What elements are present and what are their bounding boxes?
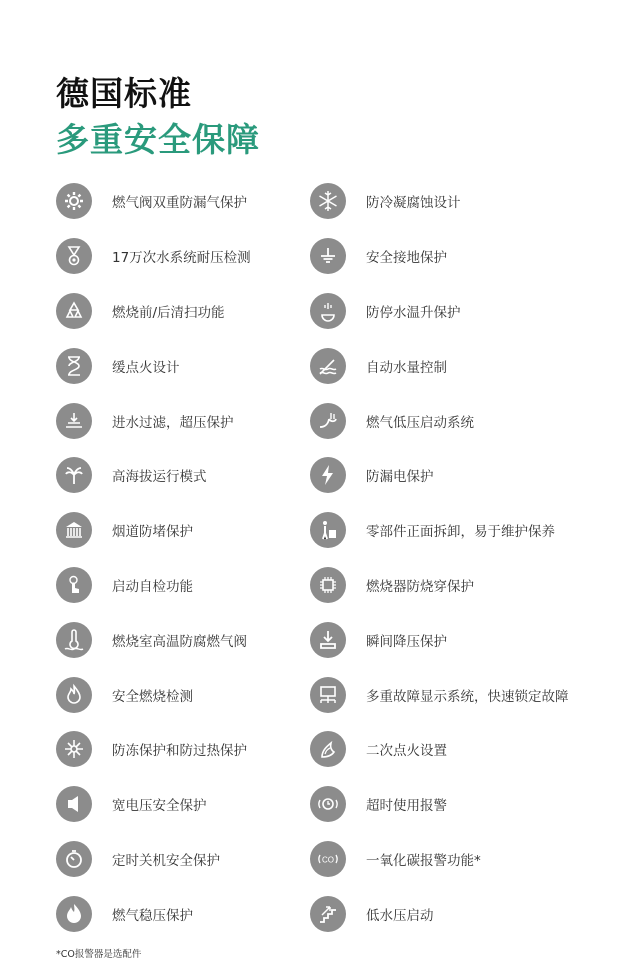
feature-item [310, 348, 610, 384]
feature-row [56, 448, 616, 503]
feature-item [310, 567, 610, 603]
feature-row [56, 558, 616, 613]
feature-label: 自动水量控制 [366, 359, 447, 376]
thermometer-icon [56, 622, 92, 658]
feature-item [310, 238, 610, 274]
palm-tree-icon [56, 457, 92, 493]
feature-row [56, 503, 616, 558]
ground-icon [310, 238, 346, 274]
feature-item [310, 731, 610, 767]
feature-item [310, 622, 610, 658]
feature-item [56, 238, 310, 274]
fire-icon [56, 896, 92, 932]
feature-label: 燃烧室高温防腐燃气阀 [112, 633, 247, 650]
recycle-icon [56, 293, 92, 329]
feature-item [56, 293, 310, 329]
water-filter-icon [56, 403, 92, 439]
feature-item [310, 403, 610, 439]
ignition-icon [310, 731, 346, 767]
feature-label: 零部件正面拆卸，易于维护保养 [366, 524, 555, 541]
feature-item [56, 348, 310, 384]
feature-row [56, 393, 616, 448]
feature-item [56, 512, 310, 548]
feature-item [310, 896, 610, 932]
gear-icon [56, 183, 92, 219]
snow-sun-icon [56, 731, 92, 767]
co-icon [310, 841, 346, 877]
feature-label: 宽电压安全保护 [112, 798, 207, 815]
feature-item [56, 896, 310, 932]
feature-label: 高海拔运行模式 [112, 469, 207, 486]
stairs-icon [310, 896, 346, 932]
feature-label: 一氧化碳报警功能* [366, 852, 481, 869]
feature-item [310, 293, 610, 329]
building-icon [56, 512, 92, 548]
svg-text:CO: CO [322, 855, 334, 865]
voltage-icon [56, 786, 92, 822]
feature-row [56, 284, 616, 339]
feature-label: 低水压启动 [366, 907, 434, 924]
feature-item [56, 841, 310, 877]
feature-label: 安全接地保护 [366, 250, 447, 267]
page-subtitle: 多重安全保障 [56, 120, 260, 159]
feature-row [56, 338, 616, 393]
water-level-icon [310, 348, 346, 384]
chip-icon [310, 567, 346, 603]
feature-label: 进水过滤，超压保护 [112, 414, 234, 431]
feature-item [310, 512, 610, 548]
feature-row [56, 667, 616, 722]
feature-row [56, 229, 616, 284]
feature-item [310, 677, 610, 713]
feature-label: 定时关机安全保护 [112, 852, 220, 869]
feature-label: 瞬间降压保护 [366, 633, 447, 650]
hand-touch-icon [56, 567, 92, 603]
feature-label: 燃气低压启动系统 [366, 414, 474, 431]
feature-item [310, 841, 610, 877]
network-icon [310, 677, 346, 713]
timer-icon [56, 841, 92, 877]
feature-label: 燃烧前/后清扫功能 [112, 304, 225, 321]
feature-label: 防停水温升保护 [366, 304, 461, 321]
feature-item [56, 786, 310, 822]
feature-label: 缓点火设计 [112, 359, 180, 376]
feature-label: 多重故障显示系统，快速锁定故障 [366, 688, 569, 705]
feature-item [56, 677, 310, 713]
maintenance-icon [310, 512, 346, 548]
feature-item [56, 567, 310, 603]
feature-label: 二次点火设置 [366, 743, 447, 760]
pressure-drop-icon [310, 622, 346, 658]
feature-grid [56, 174, 616, 941]
feature-item [56, 457, 310, 493]
feature-item [56, 183, 310, 219]
footnote: *CO报警器是选配件 [56, 949, 142, 960]
feature-item [310, 457, 610, 493]
feature-label: 防冻保护和防过热保护 [112, 743, 247, 760]
flame-icon [56, 677, 92, 713]
feature-label: 防漏电保护 [366, 469, 434, 486]
page-title: 德国标准 [56, 74, 192, 113]
feature-label: 防冷凝腐蚀设计 [366, 195, 461, 212]
feature-label: 燃气阀双重防漏气保护 [112, 195, 247, 212]
feature-label: 烟道防堵保护 [112, 524, 193, 541]
feature-label: 17万次水系统耐压检测 [112, 250, 251, 267]
feature-row [56, 174, 616, 229]
feature-label: 启动自检功能 [112, 578, 193, 595]
alarm-icon [310, 786, 346, 822]
feature-label: 燃烧器防烧穿保护 [366, 578, 474, 595]
feature-item [310, 786, 610, 822]
feature-label: 超时使用报警 [366, 798, 447, 815]
feature-row [56, 722, 616, 777]
shower-icon [310, 293, 346, 329]
feature-row [56, 832, 616, 887]
feature-item [56, 622, 310, 658]
feature-label: 安全燃烧检测 [112, 688, 193, 705]
lightning-icon [310, 457, 346, 493]
feature-row [56, 886, 616, 941]
feature-label: 燃气稳压保护 [112, 907, 193, 924]
medal-icon [56, 238, 92, 274]
feature-item [310, 183, 610, 219]
gas-low-icon [310, 403, 346, 439]
feature-row [56, 777, 616, 832]
feature-item [56, 731, 310, 767]
feature-row [56, 612, 616, 667]
hourglass-icon [56, 348, 92, 384]
feature-item [56, 403, 310, 439]
snowflake-icon [310, 183, 346, 219]
